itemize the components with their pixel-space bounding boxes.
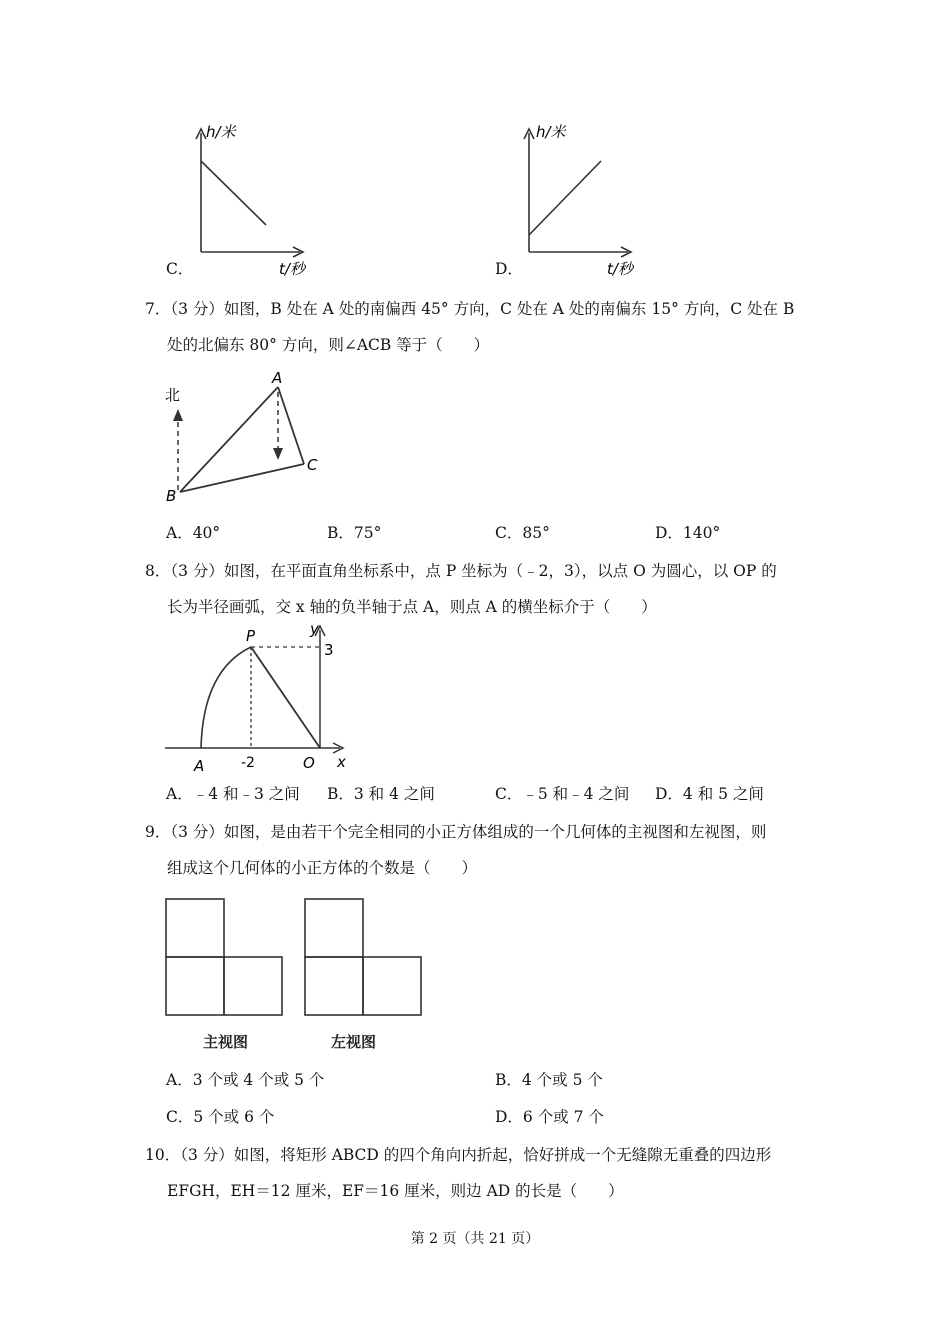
q7-option-b: B．75° [327,524,382,542]
q10-stem-line2: EFGH，EH＝12 厘米，EF＝16 厘米，则边 AD 的长是（ ） [167,1182,624,1200]
q7-label-north: 北 [165,386,181,404]
q8-option-c: C．﹣5 和﹣4 之间 [495,785,630,803]
q8-option-a: A．﹣4 和﹣3 之间 [166,785,300,803]
q10-stem-line1: 10．（3 分）如图，将矩形 ABCD 的四个角向内折起，恰好拼成一个无缝隙无重叠的四边形 [145,1146,772,1164]
q7-label-a: A [272,369,283,387]
q8-option-b: B．3 和 4 之间 [327,785,435,803]
q6-graph-d-xlabel: t/秒 [607,260,633,278]
q6-graph-c-ylabel: h/米 [206,123,236,141]
q7-stem-line2: 处的北偏东 80° 方向，则∠ACB 等于（ ） [167,336,490,354]
q7-label-b: B [166,487,177,505]
q6-option-d: D． [495,260,523,278]
q8-stem-line1: 8．（3 分）如图，在平面直角坐标系中，点 P 坐标为（﹣2，3），以点 O 为圆心，以 OP 的 [145,562,777,580]
q9-stem-line2: 组成这个几何体的小正方体的个数是（ ） [167,859,478,877]
q9-option-c: C．5 个或 6 个 [166,1108,275,1126]
q8-option-d: D．4 和 5 之间 [655,785,764,803]
q7-label-c: C [307,456,318,474]
q9-caption-front: 主视图 [203,1033,249,1051]
q9-option-b: B．4 个或 5 个 [495,1071,603,1089]
page-footer: 第 2 页（共 21 页） [410,1231,540,1247]
q6-graph-c-xlabel: t/秒 [279,260,305,278]
q6-graph-d-ylabel: h/米 [536,123,566,141]
q7-stem-line1: 7．（3 分）如图，B 处在 A 处的南偏西 45° 方向，C 处在 A 处的南偏东 15° 方向，C 处在 B [145,300,795,318]
q6-option-c: C． [166,260,194,278]
q8-label-a: A [194,757,205,775]
q7-option-c: C．85° [495,524,550,542]
q8-label-p: P [246,627,256,645]
q7-option-a: A．40° [166,524,221,542]
q9-stem-line1: 9．（3 分）如图，是由若干个完全相同的小正方体组成的一个几何体的主视图和左视图，则 [145,823,767,841]
q8-label-y: y [310,620,319,638]
q9-option-a: A．3 个或 4 个或 5 个 [166,1071,325,1089]
q8-label-x: x [337,753,346,771]
q9-caption-left: 左视图 [331,1033,377,1051]
q8-stem-line2: 长为半径画弧，交 x 轴的负半轴于点 A，则点 A 的横坐标介于（ ） [167,598,657,616]
q8-label-neg2: -2 [241,755,255,771]
q8-label-3: 3 [324,641,334,659]
q8-label-o: O [303,754,315,772]
q7-option-d: D．140° [655,524,721,542]
q9-option-d: D．6 个或 7 个 [495,1108,604,1126]
